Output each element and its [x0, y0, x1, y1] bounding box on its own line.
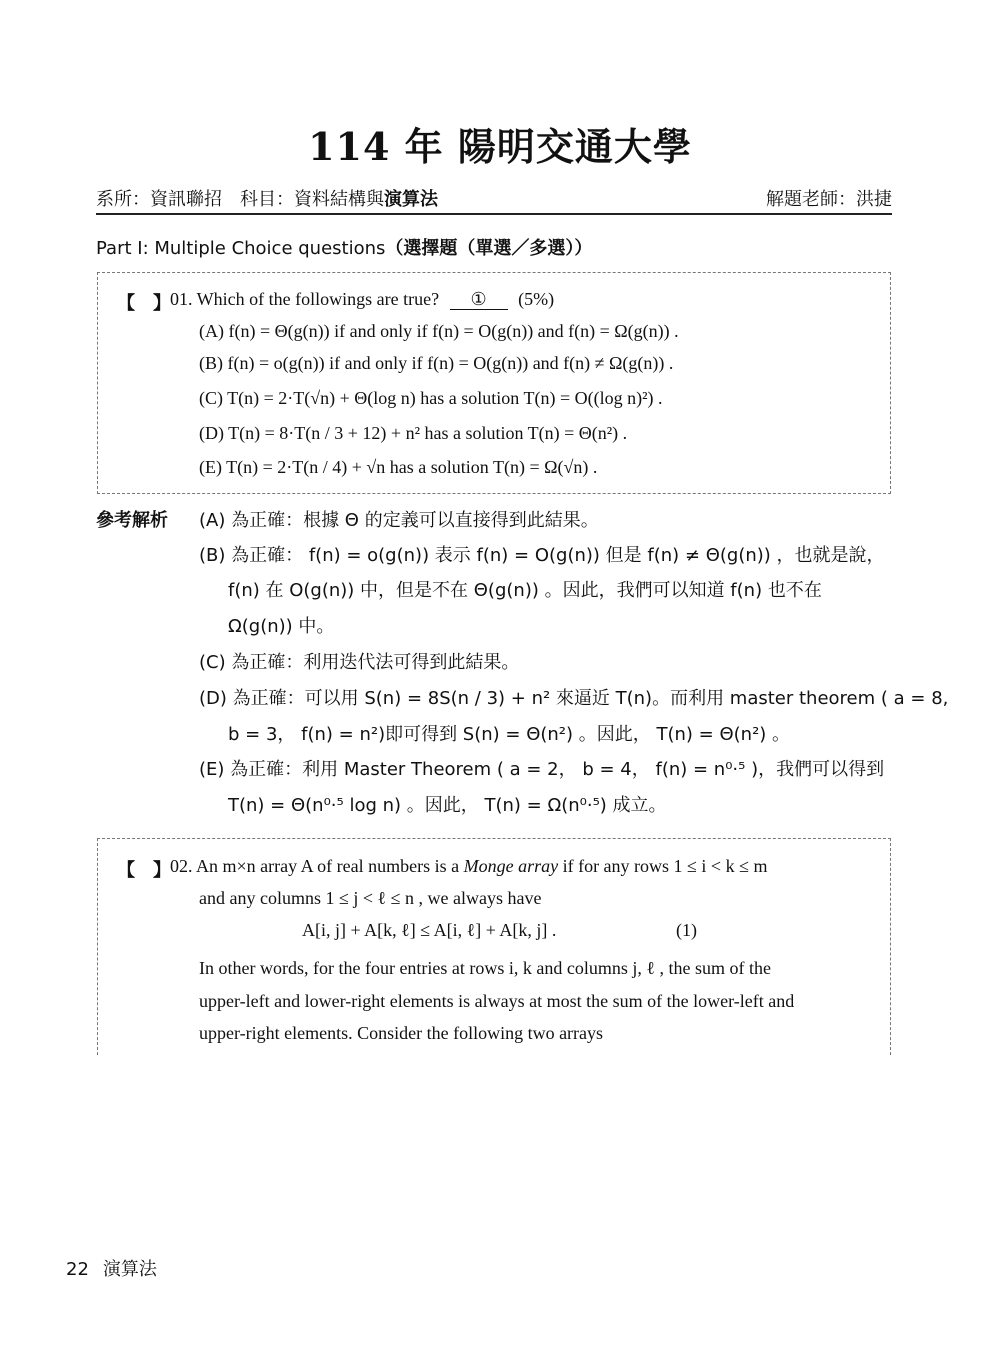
q2-line-2: and any columns 1 ≤ j < ℓ ≤ n , we always have	[199, 888, 542, 908]
q1-answer-bracket: 【 】	[117, 293, 171, 314]
part-cn: （選擇題（單選／多選））	[385, 238, 593, 259]
analysis-label: 參考解析	[96, 510, 168, 531]
q2-line-1a: 02. An m×n array A of real numbers is a	[170, 856, 464, 876]
q1-option-e: (E) T(n) = 2·T(n / 4) + √n has a solution T(n) = Ω(√n) .	[199, 457, 598, 477]
q1-stem-text: 01. Which of the followings are true?	[170, 289, 440, 309]
q2-formula: A[i, j] + A[k, ℓ] ≤ A[i, ℓ] + A[k, j] .	[302, 920, 557, 940]
q1-option-d: (D) T(n) = 8·T(n / 3 + 12) + n² has a solution T(n) = Θ(n²) .	[199, 423, 628, 443]
q2-line-1b: if for any rows 1 ≤ i < k ≤ m	[558, 856, 768, 876]
header-info	[96, 185, 892, 213]
q2-paragraph-line: upper-right elements. Consider the following two arrays	[199, 1023, 604, 1043]
header-rule	[96, 213, 892, 215]
q2-paragraph-line: upper-left and lower-right elements is always at most the sum of the lower-left and	[199, 991, 795, 1011]
dept-subject	[96, 185, 438, 211]
analysis-line: (C) 為正確：利用迭代法可得到此結果。	[199, 652, 520, 673]
page-title: 114 年 陽明交通大學	[308, 124, 692, 169]
q1-option-a: (A) f(n) = Θ(g(n)) if and only if f(n) = O(g(n)) and f(n) = Ω(g(n)) .	[199, 321, 679, 341]
q1-answer-blank: ①	[450, 289, 508, 310]
analysis-line: T(n) = Θ(n⁰·⁵ log n) 。因此， T(n) = Ω(n⁰·⁵) 成立。	[228, 795, 667, 816]
analysis-line: (B) 為正確： f(n) = o(g(n)) 表示 f(n) = O(g(n)) 但是 f(n) ≠ Θ(g(n)) ，也就是說，	[199, 545, 885, 566]
page-number: 22	[66, 1259, 89, 1280]
page-footer	[66, 1255, 157, 1281]
analysis-line: b = 3， f(n) = n²)即可得到 S(n) = Θ(n²) 。因此， T(n) = Θ(n²) 。	[228, 724, 791, 745]
analysis-line: f(n) 在 O(g(n)) 中，但是不在 Θ(g(n)) 。因此，我們可以知道 f(n) 也不在	[228, 580, 822, 601]
part-heading	[96, 234, 592, 260]
analysis-line: Ω(g(n)) 中。	[228, 616, 335, 637]
q2-paragraph-line: In other words, for the four entries at rows i, k and columns j, ℓ , the sum of the	[199, 958, 772, 978]
q1-option-c: (C) T(n) = 2·T(√n) + Θ(log n) has a solution T(n) = O((log n)²) .	[199, 388, 663, 408]
analysis-line: (A) 為正確：根據 Θ 的定義可以直接得到此結果。	[199, 510, 599, 531]
q2-formula-number: (1)	[676, 920, 697, 940]
analysis-line: (E) 為正確：利用 Master Theorem ( a = 2， b = 4， f(n) = n⁰·⁵ )，我們可以得到	[199, 759, 885, 780]
q1-points: (5%)	[518, 289, 555, 309]
q1-stem	[170, 289, 554, 310]
part-label: Part I: Multiple Choice questions	[96, 238, 386, 259]
subject-bold: 演算法	[384, 189, 438, 210]
teacher-text: 解題老師：洪捷	[766, 189, 892, 210]
q2-line-1	[170, 856, 767, 877]
q2-answer-bracket: 【 】	[117, 860, 171, 881]
book-name: 演算法	[102, 1259, 157, 1280]
q2-monge-term: Monge array	[463, 856, 559, 876]
q1-option-b: (B) f(n) = o(g(n)) if and only if f(n) = O(g(n)) and f(n) ≠ Ω(g(n)) .	[199, 353, 674, 373]
analysis-line: (D) 為正確：可以用 S(n) = 8S(n / 3) + n² 來逼近 T(n)。而利用 master theorem ( a = 8,	[199, 688, 949, 709]
dept-text: 系所：資訊聯招 科目：資料結構與	[96, 189, 384, 210]
